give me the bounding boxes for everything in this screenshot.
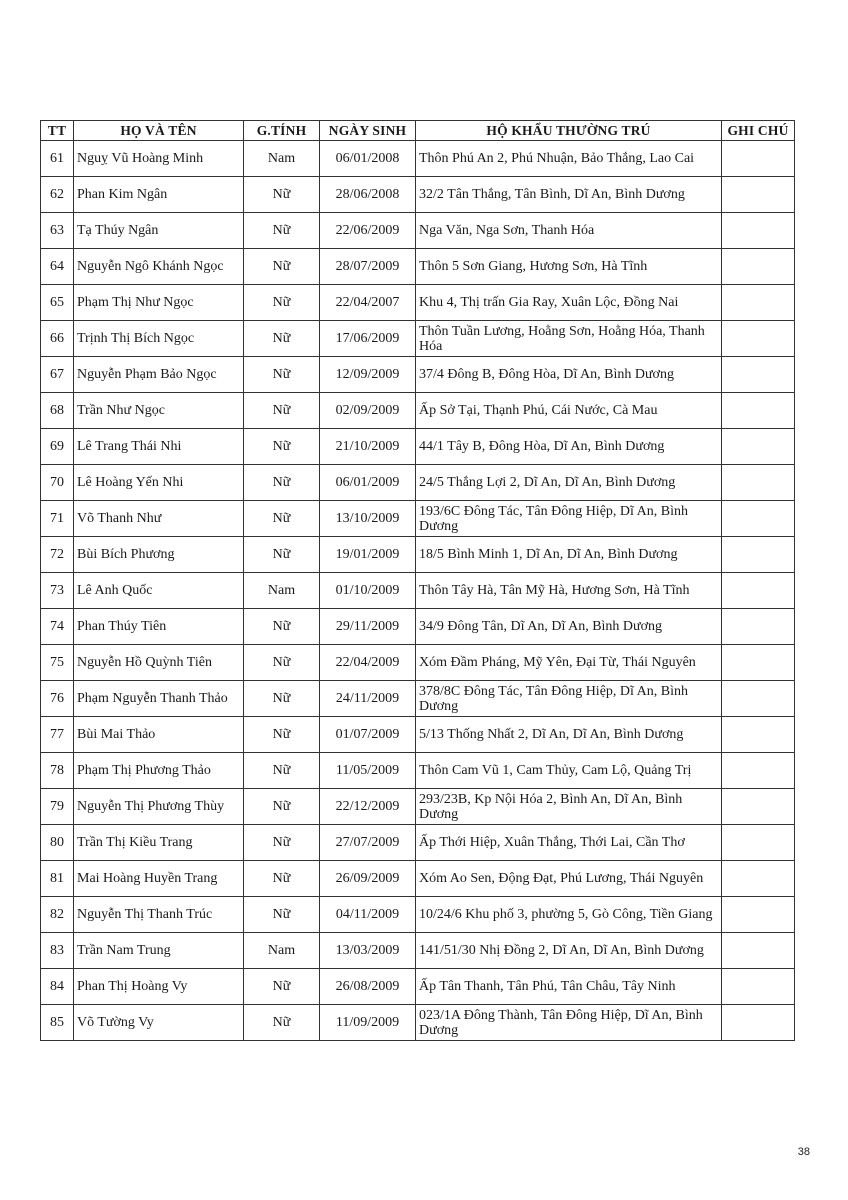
cell-tt: 80 <box>41 825 74 861</box>
table-row <box>41 357 795 393</box>
cell-name: Võ Thanh Như <box>74 501 244 537</box>
cell-sex: Nữ <box>244 321 320 357</box>
cell-address: 378/8C Đông Tác, Tân Đông Hiệp, Dĩ An, Bình Dương <box>416 681 722 717</box>
cell-sex: Nữ <box>244 609 320 645</box>
cell-name: Lê Hoàng Yến Nhi <box>74 465 244 501</box>
cell-sex: Nữ <box>244 465 320 501</box>
table-row <box>41 213 795 249</box>
cell-tt: 74 <box>41 609 74 645</box>
cell-note <box>722 177 795 213</box>
table-row <box>41 681 795 717</box>
table-row <box>41 537 795 573</box>
cell-tt: 82 <box>41 897 74 933</box>
cell-note <box>722 141 795 177</box>
cell-sex: Nữ <box>244 177 320 213</box>
table-row <box>41 249 795 285</box>
cell-sex: Nữ <box>244 897 320 933</box>
table-row <box>41 825 795 861</box>
cell-dob: 11/09/2009 <box>320 1005 416 1041</box>
cell-sex: Nữ <box>244 501 320 537</box>
cell-sex: Nữ <box>244 393 320 429</box>
cell-dob: 28/06/2008 <box>320 177 416 213</box>
cell-name: Phạm Nguyễn Thanh Thảo <box>74 681 244 717</box>
cell-dob: 21/10/2009 <box>320 429 416 465</box>
cell-address: Ấp Sở Tại, Thạnh Phú, Cái Nước, Cà Mau <box>416 393 722 429</box>
cell-note <box>722 1005 795 1041</box>
cell-sex: Nam <box>244 933 320 969</box>
cell-note <box>722 717 795 753</box>
cell-note <box>722 393 795 429</box>
cell-tt: 64 <box>41 249 74 285</box>
cell-name: Nguyễn Phạm Bảo Ngọc <box>74 357 244 393</box>
cell-tt: 68 <box>41 393 74 429</box>
cell-address: 141/51/30 Nhị Đồng 2, Dĩ An, Dĩ An, Bình Dương <box>416 933 722 969</box>
cell-sex: Nữ <box>244 789 320 825</box>
table-row <box>41 393 795 429</box>
cell-note <box>722 861 795 897</box>
cell-name: Phan Thúy Tiên <box>74 609 244 645</box>
cell-name: Trần Như Ngọc <box>74 393 244 429</box>
cell-note <box>722 825 795 861</box>
cell-tt: 81 <box>41 861 74 897</box>
cell-note <box>722 897 795 933</box>
cell-name: Trần Nam Trung <box>74 933 244 969</box>
cell-address: 193/6C Đông Tác, Tân Đông Hiệp, Dĩ An, Bình Dương <box>416 501 722 537</box>
cell-name: Mai Hoàng Huyền Trang <box>74 861 244 897</box>
cell-name: Lê Anh Quốc <box>74 573 244 609</box>
cell-name: Nguỵ Vũ Hoàng Minh <box>74 141 244 177</box>
cell-note <box>722 537 795 573</box>
cell-name: Tạ Thúy Ngân <box>74 213 244 249</box>
cell-name: Bùi Mai Thảo <box>74 717 244 753</box>
student-table <box>40 120 795 1041</box>
cell-address: Thôn Cam Vũ 1, Cam Thủy, Cam Lộ, Quảng Trị <box>416 753 722 789</box>
cell-address: Ấp Thới Hiệp, Xuân Thắng, Thới Lai, Cần Thơ <box>416 825 722 861</box>
cell-sex: Nữ <box>244 249 320 285</box>
cell-sex: Nữ <box>244 969 320 1005</box>
cell-sex: Nam <box>244 573 320 609</box>
cell-address: 10/24/6 Khu phố 3, phường 5, Gò Công, Tiền Giang <box>416 897 722 933</box>
cell-sex: Nữ <box>244 213 320 249</box>
cell-tt: 78 <box>41 753 74 789</box>
cell-tt: 61 <box>41 141 74 177</box>
table-row <box>41 717 795 753</box>
cell-name: Nguyễn Thị Thanh Trúc <box>74 897 244 933</box>
cell-note <box>722 609 795 645</box>
cell-tt: 73 <box>41 573 74 609</box>
cell-dob: 01/10/2009 <box>320 573 416 609</box>
cell-tt: 70 <box>41 465 74 501</box>
cell-sex: Nữ <box>244 645 320 681</box>
table-row <box>41 285 795 321</box>
cell-address: 18/5 Bình Minh 1, Dĩ An, Dĩ An, Bình Dương <box>416 537 722 573</box>
cell-sex: Nữ <box>244 1005 320 1041</box>
cell-address: Nga Văn, Nga Sơn, Thanh Hóa <box>416 213 722 249</box>
cell-address: Thôn Tây Hà, Tân Mỹ Hà, Hương Sơn, Hà Tĩnh <box>416 573 722 609</box>
cell-dob: 06/01/2008 <box>320 141 416 177</box>
table-row <box>41 321 795 357</box>
cell-tt: 65 <box>41 285 74 321</box>
cell-dob: 22/04/2009 <box>320 645 416 681</box>
header-note: GHI CHÚ <box>722 121 795 141</box>
cell-dob: 22/06/2009 <box>320 213 416 249</box>
cell-address: Thôn Tuần Lương, Hoằng Sơn, Hoằng Hóa, Thanh Hóa <box>416 321 722 357</box>
cell-dob: 22/04/2007 <box>320 285 416 321</box>
cell-name: Phạm Thị Như Ngọc <box>74 285 244 321</box>
cell-tt: 69 <box>41 429 74 465</box>
cell-note <box>722 213 795 249</box>
cell-tt: 62 <box>41 177 74 213</box>
cell-dob: 11/05/2009 <box>320 753 416 789</box>
cell-address: Thôn 5 Sơn Giang, Hương Sơn, Hà Tĩnh <box>416 249 722 285</box>
cell-note <box>722 753 795 789</box>
cell-tt: 66 <box>41 321 74 357</box>
table-row <box>41 465 795 501</box>
cell-tt: 63 <box>41 213 74 249</box>
cell-sex: Nữ <box>244 357 320 393</box>
table-row <box>41 861 795 897</box>
cell-sex: Nữ <box>244 753 320 789</box>
cell-dob: 02/09/2009 <box>320 393 416 429</box>
cell-address: Xóm Đầm Pháng, Mỹ Yên, Đại Từ, Thái Nguyên <box>416 645 722 681</box>
table-row <box>41 969 795 1005</box>
cell-address: 24/5 Thắng Lợi 2, Dĩ An, Dĩ An, Bình Dương <box>416 465 722 501</box>
cell-name: Nguyễn Hồ Quỳnh Tiên <box>74 645 244 681</box>
cell-tt: 75 <box>41 645 74 681</box>
cell-address: 44/1 Tây B, Đông Hòa, Dĩ An, Bình Dương <box>416 429 722 465</box>
cell-dob: 04/11/2009 <box>320 897 416 933</box>
header-dob: NGÀY SINH <box>320 121 416 141</box>
table-row <box>41 1005 795 1041</box>
cell-note <box>722 357 795 393</box>
cell-sex: Nữ <box>244 717 320 753</box>
cell-sex: Nữ <box>244 537 320 573</box>
cell-dob: 19/01/2009 <box>320 537 416 573</box>
cell-dob: 01/07/2009 <box>320 717 416 753</box>
cell-note <box>722 969 795 1005</box>
cell-note <box>722 465 795 501</box>
cell-tt: 76 <box>41 681 74 717</box>
cell-name: Lê Trang Thái Nhi <box>74 429 244 465</box>
cell-tt: 72 <box>41 537 74 573</box>
cell-dob: 29/11/2009 <box>320 609 416 645</box>
cell-note <box>722 429 795 465</box>
cell-note <box>722 573 795 609</box>
table-row <box>41 753 795 789</box>
cell-address: 293/23B, Kp Nội Hóa 2, Bình An, Dĩ An, Bình Dương <box>416 789 722 825</box>
table-row <box>41 609 795 645</box>
header-address: HỘ KHẨU THƯỜNG TRÚ <box>416 121 722 141</box>
cell-note <box>722 249 795 285</box>
cell-tt: 85 <box>41 1005 74 1041</box>
cell-sex: Nữ <box>244 825 320 861</box>
cell-address: 37/4 Đông B, Đông Hòa, Dĩ An, Bình Dương <box>416 357 722 393</box>
page-number: 38 <box>797 1146 810 1158</box>
cell-address: 023/1A Đông Thành, Tân Đông Hiệp, Dĩ An, Bình Dương <box>416 1005 722 1041</box>
cell-address: Xóm Ao Sen, Động Đạt, Phú Lương, Thái Nguyên <box>416 861 722 897</box>
header-tt: TT <box>41 121 74 141</box>
cell-note <box>722 501 795 537</box>
cell-tt: 71 <box>41 501 74 537</box>
cell-note <box>722 681 795 717</box>
cell-dob: 22/12/2009 <box>320 789 416 825</box>
cell-name: Nguyễn Ngô Khánh Ngọc <box>74 249 244 285</box>
cell-note <box>722 285 795 321</box>
cell-dob: 17/06/2009 <box>320 321 416 357</box>
table-row <box>41 933 795 969</box>
table-row <box>41 141 795 177</box>
cell-dob: 28/07/2009 <box>320 249 416 285</box>
table-row <box>41 573 795 609</box>
table-header-row <box>41 121 795 141</box>
cell-note <box>722 645 795 681</box>
cell-address: 5/13 Thống Nhất 2, Dĩ An, Dĩ An, Bình Dương <box>416 717 722 753</box>
header-sex: G.TÍNH <box>244 121 320 141</box>
cell-dob: 13/10/2009 <box>320 501 416 537</box>
cell-tt: 77 <box>41 717 74 753</box>
cell-sex: Nữ <box>244 861 320 897</box>
cell-tt: 67 <box>41 357 74 393</box>
cell-dob: 24/11/2009 <box>320 681 416 717</box>
cell-sex: Nữ <box>244 285 320 321</box>
table-row <box>41 897 795 933</box>
cell-name: Nguyễn Thị Phương Thùy <box>74 789 244 825</box>
cell-tt: 83 <box>41 933 74 969</box>
table-body <box>41 141 795 1041</box>
cell-dob: 27/07/2009 <box>320 825 416 861</box>
cell-address: Ấp Tân Thanh, Tân Phú, Tân Châu, Tây Ninh <box>416 969 722 1005</box>
cell-dob: 06/01/2009 <box>320 465 416 501</box>
cell-tt: 79 <box>41 789 74 825</box>
cell-name: Bùi Bích Phương <box>74 537 244 573</box>
table-row <box>41 501 795 537</box>
cell-sex: Nữ <box>244 681 320 717</box>
cell-name: Võ Tường Vy <box>74 1005 244 1041</box>
cell-note <box>722 933 795 969</box>
cell-address: Khu 4, Thị trấn Gia Ray, Xuân Lộc, Đồng Nai <box>416 285 722 321</box>
cell-name: Phan Kim Ngân <box>74 177 244 213</box>
cell-tt: 84 <box>41 969 74 1005</box>
cell-dob: 26/09/2009 <box>320 861 416 897</box>
cell-address: Thôn Phú An 2, Phú Nhuận, Bảo Thắng, Lao Cai <box>416 141 722 177</box>
table-row <box>41 645 795 681</box>
table-row <box>41 789 795 825</box>
cell-note <box>722 789 795 825</box>
cell-dob: 12/09/2009 <box>320 357 416 393</box>
cell-sex: Nữ <box>244 429 320 465</box>
cell-address: 32/2 Tân Thắng, Tân Bình, Dĩ An, Bình Dương <box>416 177 722 213</box>
table-row <box>41 429 795 465</box>
cell-address: 34/9 Đông Tân, Dĩ An, Dĩ An, Bình Dương <box>416 609 722 645</box>
table-row <box>41 177 795 213</box>
cell-sex: Nam <box>244 141 320 177</box>
cell-name: Phan Thị Hoàng Vy <box>74 969 244 1005</box>
cell-dob: 26/08/2009 <box>320 969 416 1005</box>
cell-name: Trần Thị Kiều Trang <box>74 825 244 861</box>
header-name: HỌ VÀ TÊN <box>74 121 244 141</box>
cell-name: Trịnh Thị Bích Ngọc <box>74 321 244 357</box>
cell-name: Phạm Thị Phương Thảo <box>74 753 244 789</box>
cell-dob: 13/03/2009 <box>320 933 416 969</box>
cell-note <box>722 321 795 357</box>
